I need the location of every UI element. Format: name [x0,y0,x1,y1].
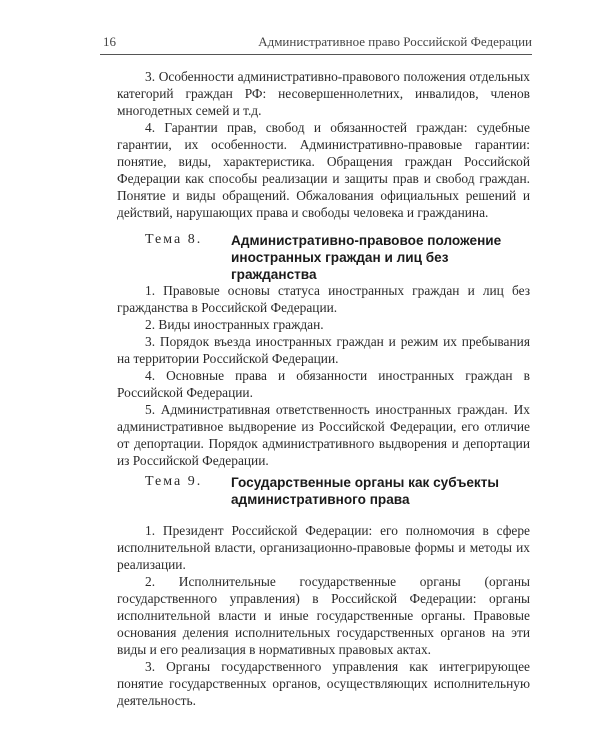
intro-section [117,68,530,221]
header-rule [100,54,532,55]
page-number: 16 [103,34,116,49]
paragraph: 1. Правовые основы статуса иностранных граждан и лиц без гражданства в Российской Федерации. [117,283,530,315]
topic-9-body [117,522,530,709]
paragraph: 1. Президент Российской Федерации: его полномочия в сфере исполнительной власти, организационно-правовые формы и методы их реализации. [117,523,530,572]
paragraph: 4. Гарантии прав, свобод и обязанностей граждан: судебные гарантии, их особенности. Административно-правовые гарантии: понятие, виды, характеристика. Обращения граждан Российской Федерации как способы реализации и защиты прав и свобод граждан. Понятие и виды обращений. Обжалования официальных решений и действий, нарушающих права и свободы человека и гражданина. [117,120,530,220]
topic-label: Тема 9. [145,474,203,489]
paragraph: 4. Основные права и обязанности иностранных граждан в Российской Федерации. [117,368,530,400]
paragraph: 2. Исполнительные государственные органы (органы государственного управления) в Российской Федерации: органы исполнительной власти и иные государственные органы. Правовые основания деления исполнительных государственных органов на эти виды и его реализация в нормативных правовых актах. [117,574,530,657]
paragraph: 5. Административная ответственность иностранных граждан. Их административное выдворение из Российской Федерации, его отличие от депортации. Порядок административного выдворения и депортации из Российской Федерации. [117,402,530,468]
running-header [100,32,532,52]
paragraph: 2. Виды иностранных граждан. [145,317,324,332]
topic-title: Государственные органы как субъекты административного права [231,475,499,507]
paragraph: 3. Порядок въезда иностранных граждан и режим их пребывания на территории Российской Федерации. [117,334,530,366]
topic-8-body [117,282,530,469]
paragraph: 3. Органы государственного управления как интегрирующее понятие государственных органов, осуществляющих исполнительную деятельность. [117,659,530,708]
topic-label: Тема 8. [145,232,203,247]
topic-title: Административно-правовое положение иностранных граждан и лиц без гражданства [231,233,502,282]
running-title: Административное право Российской Федерации [258,34,532,49]
paragraph: 3. Особенности административно-правового положения отдельных категорий граждан РФ: несовершеннолетних, инвалидов, членов многодетных семей и т.д. [117,69,530,118]
